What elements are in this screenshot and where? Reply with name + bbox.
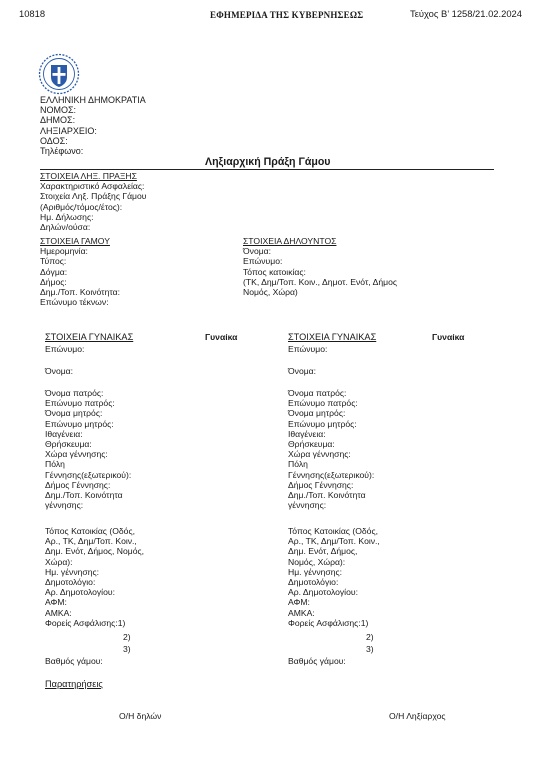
spouse-right-father-name: Όνομα πατρός:: [288, 388, 347, 398]
spouse-right-surname: Επώνυμο:: [288, 344, 328, 354]
registry-declaration-date: Ημ. Δήλωσης:: [40, 211, 94, 222]
issue-number: Τεύχος Β’ 1258/21.02.2024: [410, 8, 522, 19]
spouse-right-residence: Τόπος Κατοικίας (Οδός,: [288, 526, 378, 536]
declarant-residence-detail: (ΤΚ, Δημ/Τοπ. Κοιν., Δημοτ. Ενότ, Δήμος: [243, 276, 398, 287]
spouse-right-afm: ΑΦΜ:: [288, 597, 310, 608]
declarant-residence-country: Νομός, Χώρα): [243, 287, 298, 298]
spouse-left-block1: [45, 388, 131, 510]
spouse-left-insurance-1: Φορείς Ασφάλισης:1): [45, 617, 126, 628]
spouse-right-amka: ΑΜΚΑ:: [288, 607, 315, 618]
spouse-right-religion: Θρήσκευμα:: [288, 439, 335, 450]
spouse-left-birth-municipality: Δήμος Γέννησης:: [45, 479, 111, 490]
gazette-title: ΕΦΗΜΕΡΙΔΑ ΤΗΣ ΚΥΒΕΡΝΗΣΕΩΣ: [210, 10, 364, 20]
marriage-children-surname: Επώνυμο τέκνων:: [40, 297, 109, 308]
spouse-left-mother-name: Όνομα μητρός:: [45, 408, 103, 419]
registry-act-details: Στοιχεία Ληξ. Πράξης Γάμου: [40, 191, 147, 202]
spouse-left-residence-line4: Χώρα):: [45, 556, 73, 567]
spouse-right-birth-abroad: Γέννησης(εξωτερικού):: [288, 469, 375, 480]
authority-country: ΕΛΛΗΝΙΚΗ ΔΗΜΟΚΡΑΤΙΑ: [40, 95, 146, 105]
spouse-right-birth-country: Χώρα γέννησης:: [288, 449, 351, 460]
spouse-left-degree: Βαθμός γάμου:: [45, 656, 103, 666]
spouse-left-insurance-3: 3): [123, 644, 131, 654]
spouse-left-birth-abroad: Γέννησης(εξωτερικού):: [45, 469, 132, 480]
remarks-heading: Παρατηρήσεις: [45, 679, 103, 689]
spouse-right-insurance-3: 3): [366, 644, 374, 654]
spouse-right-insurance-2: 2): [366, 632, 374, 642]
spouse-left-father-name: Όνομα πατρός:: [45, 388, 104, 398]
spouse-left-birth-city: Πόλη: [45, 459, 65, 470]
spouse-right-mother-name: Όνομα μητρός:: [288, 408, 346, 419]
spouse-left-birth-country: Χώρα γέννησης:: [45, 449, 108, 460]
authority-registry-office: ΛΗΞΙΑΡΧΕΙΟ:: [40, 125, 97, 136]
spouse-left-registry: Δημοτολόγιο:: [45, 577, 96, 588]
authority-phone: Τηλέφωνο:: [40, 146, 84, 157]
spouse-right-residence-line3: Δημ. Ενότ, Δήμος,: [288, 546, 358, 557]
spouse-left-father-surname: Επώνυμο πατρός:: [45, 398, 115, 409]
spouse-right-registry-number: Αρ. Δημοτολογίου:: [288, 587, 358, 598]
spouse-right-birth-municipality: Δήμος Γέννησης:: [288, 479, 354, 490]
spouse-right-birth-date: Ημ. γέννησης:: [288, 566, 343, 577]
spouse-right-registry: Δημοτολόγιο:: [288, 577, 339, 588]
declarant-heading: ΣΤΟΙΧΕΙΑ ΔΗΛΟΥΝΤΟΣ: [243, 236, 337, 246]
spouse-left-nationality: Ιθαγένεια:: [45, 428, 83, 439]
spouse-left-birth-community-cont: γέννησης:: [45, 500, 84, 511]
authority-street: ΟΔΟΣ:: [40, 135, 68, 146]
spouse-right-nationality: Ιθαγένεια:: [288, 428, 326, 439]
spouse-left-religion: Θρήσκευμα:: [45, 439, 92, 450]
authority-block: [40, 95, 146, 156]
spouse-left-surname: Επώνυμο:: [45, 344, 85, 354]
registry-heading: ΣΤΟΙΧΕΙΑ ΛΗΞ. ΠΡΑΞΗΣ: [40, 171, 137, 181]
declarant-section: [243, 236, 397, 297]
spouse-left-insurance-2: 2): [123, 632, 131, 642]
marriage-section: [40, 236, 120, 307]
spouse-right-tag: Γυναίκα: [432, 332, 465, 342]
spouse-right-residence-line4: Νομός, Χώρα):: [288, 556, 346, 567]
spouse-left-tag: Γυναίκα: [205, 332, 238, 342]
spouse-right-father-surname: Επώνυμο πατρός:: [288, 398, 358, 409]
spouse-right-insurance-1: Φορείς Ασφάλισης:1): [288, 617, 369, 628]
declarant-surname: Επώνυμο:: [243, 256, 283, 267]
spouse-left-residence-line3: Δημ. Ενότ, Δήμος, Νομός,: [45, 546, 145, 557]
title-divider: [40, 169, 494, 170]
authority-prefecture: ΝΟΜΟΣ:: [40, 105, 77, 116]
spouse-left-afm: ΑΦΜ:: [45, 597, 67, 608]
declarant-name: Όνομα:: [243, 246, 272, 257]
signature-registrar: Ο/Η Ληξίαρχος: [389, 711, 446, 721]
spouse-left-mother-surname: Επώνυμο μητρός:: [45, 418, 114, 429]
spouse-left-residence: Τόπος Κατοικίας (Οδός,: [45, 526, 135, 536]
registry-act-number: (Αριθμός/τόμος/έτος):: [40, 201, 123, 212]
spouse-left-birth-date: Ημ. γέννησης:: [45, 566, 100, 577]
spouse-right-block2: [288, 526, 380, 628]
spouse-right-mother-surname: Επώνυμο μητρός:: [288, 418, 357, 429]
marriage-heading: ΣΤΟΙΧΕΙΑ ΓΑΜΟΥ: [40, 236, 110, 246]
marriage-date: Ημερομηνία:: [40, 246, 88, 257]
spouse-right-residence-line2: Αρ., ΤΚ, Δημ/Τοπ. Κοιν.,: [288, 536, 380, 547]
registry-declarant: Δηλών/ούσα:: [40, 222, 91, 233]
spouse-right-birth-community-cont: γέννησης:: [288, 500, 327, 511]
signature-declarant: Ο/Η δηλών: [119, 711, 162, 721]
marriage-municipality: Δήμος:: [40, 276, 67, 287]
form-title: Ληξιαρχική Πράξη Γάμου: [205, 156, 331, 168]
spouse-right-name: Όνομα:: [288, 366, 317, 376]
spouse-right-birth-city: Πόλη: [288, 459, 308, 470]
spouse-right-birth-community: Δημ./Τοπ. Κοινότητα: [288, 490, 366, 501]
greek-coat-of-arms-icon: [38, 53, 80, 97]
spouse-left-birth-community: Δημ./Τοπ. Κοινότητα: [45, 490, 123, 501]
spouse-left-name: Όνομα:: [45, 366, 74, 376]
spouse-left-block2: [45, 526, 144, 628]
spouse-right-degree: Βαθμός γάμου:: [288, 656, 346, 666]
marriage-type: Τύπος:: [40, 256, 67, 267]
registry-section: [40, 171, 147, 232]
spouse-left-heading: ΣΤΟΙΧΕΙΑ ΓΥΝΑΙΚΑΣ: [45, 332, 134, 342]
spouse-right-block1: [288, 388, 374, 510]
registry-security-code: Χαρακτηριστικό Ασφαλείας:: [40, 181, 145, 192]
spouse-left-residence-line2: Αρ., ΤΚ, Δημ/Τοπ. Κοιν.,: [45, 536, 137, 547]
declarant-residence: Τόπος κατοικίας:: [243, 266, 306, 277]
spouse-left-registry-number: Αρ. Δημοτολογίου:: [45, 587, 115, 598]
page-number: 10818: [19, 8, 46, 19]
spouse-right-heading: ΣΤΟΙΧΕΙΑ ΓΥΝΑΙΚΑΣ: [288, 332, 377, 342]
marriage-community: Δημ./Τοπ. Κοινότητα:: [40, 287, 120, 298]
spouse-left-amka: ΑΜΚΑ:: [45, 607, 72, 618]
marriage-dogma: Δόγμα:: [40, 266, 68, 277]
authority-municipality: ΔΗΜΟΣ:: [40, 115, 76, 126]
